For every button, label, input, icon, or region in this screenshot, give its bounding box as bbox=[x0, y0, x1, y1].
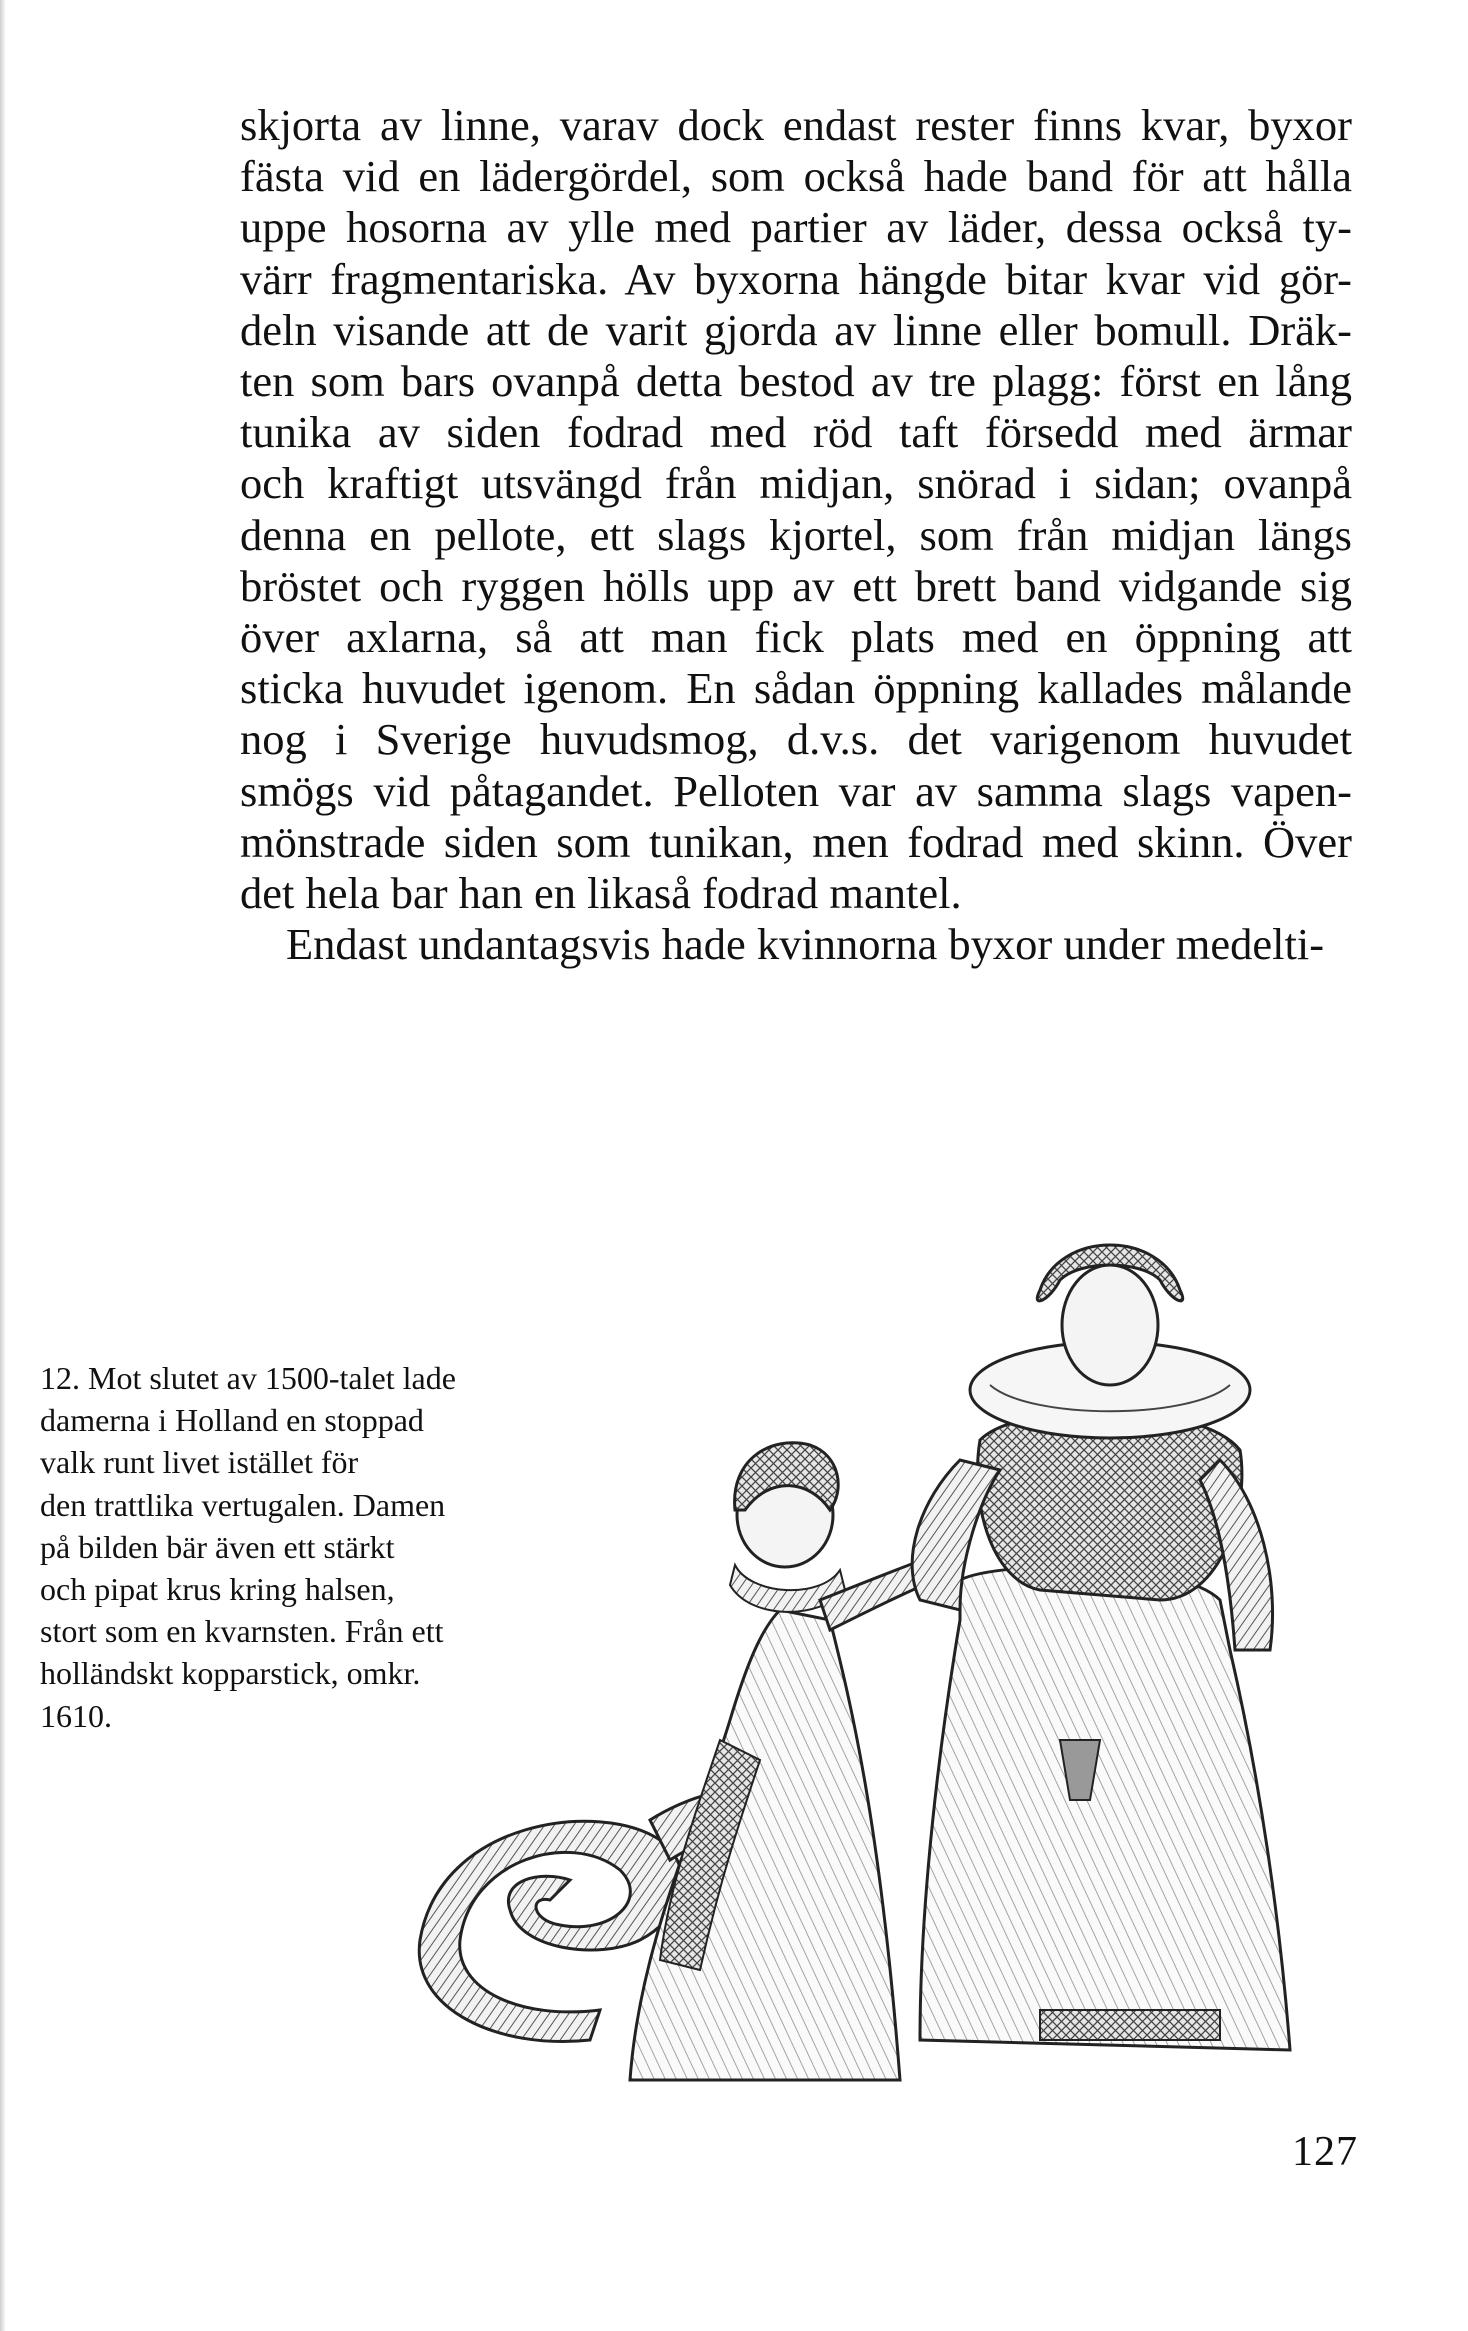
body-line: bröstet och ryggen hölls upp av ett brett band vidgande sig bbox=[240, 560, 1352, 611]
body-line: det hela bar han en likaså fodrad mantel. bbox=[240, 868, 962, 919]
body-line: och kraftigt utsvängd från midjan, snörad i sidan; ovanpå bbox=[240, 458, 1352, 509]
body-line: över axlarna, så att man fick plats med en öppning att bbox=[240, 612, 1352, 663]
figure-caption bbox=[40, 1357, 580, 1737]
body-line: skjorta av linne, varav dock endast rester finns kvar, byxor bbox=[240, 100, 1352, 150]
page-number: 127 bbox=[1292, 2129, 1358, 2175]
caption-line: holländskt kopparstick, omkr. bbox=[40, 1655, 421, 1692]
body-line: Endast undantagsvis hade kvinnorna byxor under medelti- bbox=[286, 919, 1325, 970]
body-line: fästa vid en lädergördel, som också hade band för att hålla bbox=[240, 151, 1352, 202]
body-line: mönstrade siden som tunikan, men fodrad med skinn. Över bbox=[240, 816, 1352, 867]
body-text bbox=[240, 100, 1352, 970]
body-line: uppe hosorna av ylle med partier av läder, dessa också ty- bbox=[240, 202, 1352, 253]
caption-line: damerna i Holland en stoppad bbox=[40, 1402, 424, 1439]
caption-line: den trattlika vertugalen. Damen bbox=[40, 1486, 446, 1523]
standing-woman bbox=[912, 1245, 1290, 2050]
kneeling-woman bbox=[630, 1443, 960, 2080]
body-line: smögs vid påtagandet. Pelloten var av samma slags vapen- bbox=[240, 765, 1352, 816]
caption-line: 1610. bbox=[40, 1697, 112, 1734]
body-line: deln visande att de varit gjorda av linne eller bomull. Dräk- bbox=[240, 304, 1352, 355]
caption-line: stort som en kvarnsten. Från ett bbox=[40, 1613, 444, 1650]
body-line: nog i Sverige huvudsmog, d.v.s. det varigenom huvudet bbox=[240, 714, 1352, 765]
caption-line: valk runt livet istället för bbox=[40, 1444, 359, 1481]
body-line: denna en pellote, ett slags kjortel, som från midjan längs bbox=[240, 509, 1352, 560]
caption-line: 12. Mot slutet av 1500-talet lade bbox=[40, 1360, 456, 1396]
body-line: ten som bars ovanpå detta bestod av tre plagg: först en lång bbox=[240, 356, 1352, 407]
page-edge bbox=[0, 0, 6, 2331]
caption-line: och pipat krus kring halsen, bbox=[40, 1571, 395, 1608]
body-line: värr fragmentariska. Av byxorna hängde bitar kvar vid gör- bbox=[240, 253, 1352, 304]
body-line: tunika av siden fodrad med röd taft försedd med ärmar bbox=[240, 407, 1352, 458]
caption-line: på bilden bär även ett stärkt bbox=[40, 1528, 395, 1565]
body-line: sticka huvudet igenom. En sådan öppning kallades målande bbox=[240, 663, 1352, 714]
